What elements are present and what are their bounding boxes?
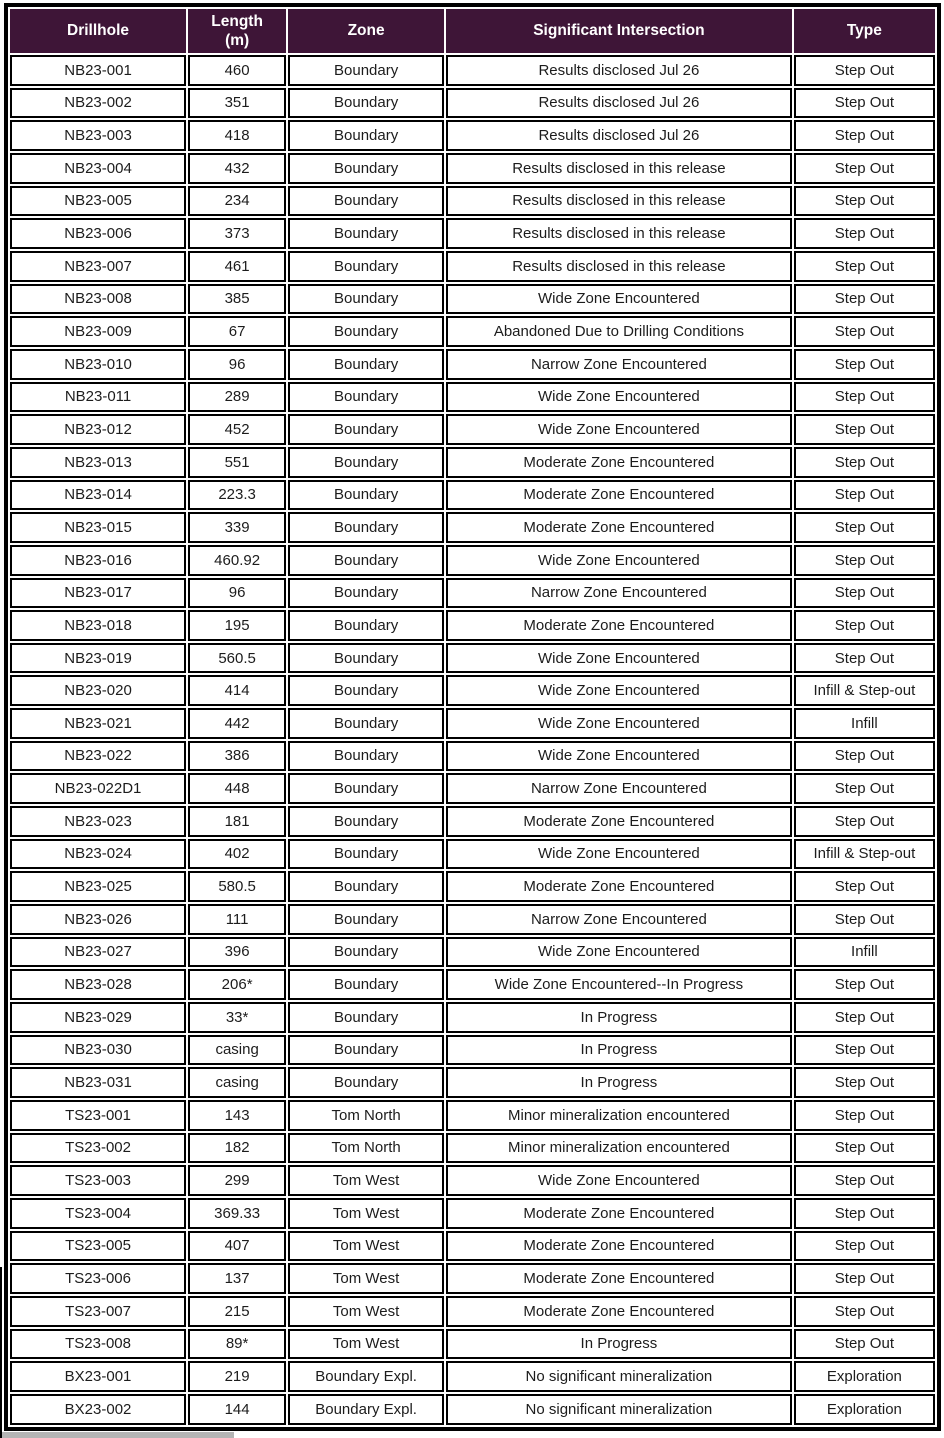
cell-length-m: 351 [188, 88, 286, 119]
cell-zone: Boundary [288, 839, 444, 870]
cell-zone: Boundary [288, 610, 444, 641]
cell-drillhole: NB23-024 [10, 839, 186, 870]
cell-significant-intersection: Moderate Zone Encountered [446, 871, 792, 902]
cell-significant-intersection: Wide Zone Encountered--In Progress [446, 969, 792, 1000]
cell-zone: Boundary [288, 447, 444, 478]
cell-type: Step Out [794, 349, 935, 380]
cell-significant-intersection: Wide Zone Encountered [446, 708, 792, 739]
cell-length-m: casing [188, 1067, 286, 1098]
cell-significant-intersection: No significant mineralization [446, 1361, 792, 1392]
cell-significant-intersection: Results disclosed in this release [446, 251, 792, 282]
cell-drillhole: NB23-027 [10, 937, 186, 968]
table-row [10, 578, 935, 609]
cell-significant-intersection: Results disclosed Jul 26 [446, 55, 792, 86]
table-row [10, 1394, 935, 1425]
cell-significant-intersection: Minor mineralization encountered [446, 1133, 792, 1164]
cell-type: Step Out [794, 284, 935, 315]
cell-significant-intersection: Wide Zone Encountered [446, 382, 792, 413]
cell-zone: Boundary [288, 545, 444, 576]
table-row [10, 871, 935, 902]
cell-length-m: 182 [188, 1133, 286, 1164]
cell-zone: Boundary [288, 675, 444, 706]
cell-length-m: 442 [188, 708, 286, 739]
cell-type: Step Out [794, 316, 935, 347]
cell-type: Step Out [794, 773, 935, 804]
cell-significant-intersection: Wide Zone Encountered [446, 741, 792, 772]
cell-length-m: 580.5 [188, 871, 286, 902]
cell-type: Step Out [794, 643, 935, 674]
cell-type: Infill & Step-out [794, 675, 935, 706]
cell-drillhole: NB23-020 [10, 675, 186, 706]
table-row [10, 545, 935, 576]
cell-length-m: 96 [188, 578, 286, 609]
cell-significant-intersection: Minor mineralization encountered [446, 1100, 792, 1131]
cell-significant-intersection: Results disclosed in this release [446, 186, 792, 217]
cell-zone: Boundary [288, 904, 444, 935]
cell-significant-intersection: Moderate Zone Encountered [446, 447, 792, 478]
cell-type: Step Out [794, 545, 935, 576]
cell-type: Step Out [794, 55, 935, 86]
table-body [10, 55, 935, 1425]
drill-results-table-frame [4, 3, 941, 1431]
cell-zone: Tom West [288, 1263, 444, 1294]
cell-length-m: 96 [188, 349, 286, 380]
cell-drillhole: NB23-016 [10, 545, 186, 576]
cell-significant-intersection: In Progress [446, 1067, 792, 1098]
cell-zone: Tom West [288, 1296, 444, 1327]
table-row [10, 806, 935, 837]
cell-drillhole: NB23-012 [10, 414, 186, 445]
cell-length-m: 206* [188, 969, 286, 1000]
cell-drillhole: BX23-002 [10, 1394, 186, 1425]
cell-length-m: 407 [188, 1231, 286, 1262]
table-row [10, 153, 935, 184]
cell-significant-intersection: Narrow Zone Encountered [446, 773, 792, 804]
cell-type: Step Out [794, 1067, 935, 1098]
cell-significant-intersection: In Progress [446, 1002, 792, 1033]
cell-type: Step Out [794, 904, 935, 935]
cell-zone: Tom West [288, 1231, 444, 1262]
cell-length-m: 551 [188, 447, 286, 478]
cell-zone: Boundary [288, 120, 444, 151]
cell-significant-intersection: Wide Zone Encountered [446, 839, 792, 870]
cell-drillhole: NB23-003 [10, 120, 186, 151]
table-row [10, 1165, 935, 1196]
table-row [10, 414, 935, 445]
cell-zone: Boundary [288, 414, 444, 445]
cell-zone: Boundary [288, 643, 444, 674]
cell-length-m: 215 [188, 1296, 286, 1327]
cell-type: Step Out [794, 1100, 935, 1131]
cell-drillhole: NB23-001 [10, 55, 186, 86]
cell-drillhole: NB23-019 [10, 643, 186, 674]
cell-significant-intersection: Results disclosed in this release [446, 153, 792, 184]
table-row [10, 382, 935, 413]
cell-significant-intersection: No significant mineralization [446, 1394, 792, 1425]
table-row [10, 773, 935, 804]
cell-length-m: 460 [188, 55, 286, 86]
drill-results-table [8, 7, 937, 1427]
cell-drillhole: NB23-011 [10, 382, 186, 413]
cell-drillhole: TS23-003 [10, 1165, 186, 1196]
cell-zone: Boundary [288, 55, 444, 86]
cell-significant-intersection: Moderate Zone Encountered [446, 1296, 792, 1327]
cell-zone: Boundary Expl. [288, 1361, 444, 1392]
table-row [10, 349, 935, 380]
cell-type: Step Out [794, 120, 935, 151]
cell-drillhole: NB23-017 [10, 578, 186, 609]
cell-length-m: 219 [188, 1361, 286, 1392]
cell-drillhole: NB23-013 [10, 447, 186, 478]
cell-length-m: 339 [188, 512, 286, 543]
cell-type: Step Out [794, 186, 935, 217]
cell-length-m: 67 [188, 316, 286, 347]
cell-type: Infill [794, 937, 935, 968]
table-row [10, 1329, 935, 1360]
table-row [10, 88, 935, 119]
cell-drillhole: NB23-031 [10, 1067, 186, 1098]
cell-drillhole: NB23-008 [10, 284, 186, 315]
bottom-left-grey-bar-artifact [2, 1432, 234, 1438]
cell-drillhole: NB23-023 [10, 806, 186, 837]
cell-length-m: 373 [188, 218, 286, 249]
cell-drillhole: NB23-025 [10, 871, 186, 902]
cell-drillhole: TS23-002 [10, 1133, 186, 1164]
cell-significant-intersection: Moderate Zone Encountered [446, 806, 792, 837]
column-header-zone: Zone [288, 9, 444, 53]
table-row [10, 839, 935, 870]
table-row [10, 1067, 935, 1098]
cell-length-m: 181 [188, 806, 286, 837]
cell-length-m: 386 [188, 741, 286, 772]
cell-zone: Boundary [288, 218, 444, 249]
cell-type: Step Out [794, 414, 935, 445]
cell-length-m: 144 [188, 1394, 286, 1425]
cell-length-m: 418 [188, 120, 286, 151]
cell-drillhole: TS23-007 [10, 1296, 186, 1327]
cell-drillhole: TS23-004 [10, 1198, 186, 1229]
cell-drillhole: NB23-007 [10, 251, 186, 282]
cell-type: Step Out [794, 218, 935, 249]
cell-type: Step Out [794, 153, 935, 184]
table-row [10, 120, 935, 151]
cell-zone: Tom West [288, 1165, 444, 1196]
cell-significant-intersection: Wide Zone Encountered [446, 643, 792, 674]
cell-significant-intersection: Wide Zone Encountered [446, 545, 792, 576]
table-row [10, 1035, 935, 1066]
cell-type: Step Out [794, 741, 935, 772]
cell-length-m: 33* [188, 1002, 286, 1033]
cell-drillhole: TS23-006 [10, 1263, 186, 1294]
table-row [10, 969, 935, 1000]
cell-length-m: 414 [188, 675, 286, 706]
cell-drillhole: NB23-028 [10, 969, 186, 1000]
table-row [10, 1231, 935, 1262]
table-row [10, 1263, 935, 1294]
cell-zone: Boundary [288, 806, 444, 837]
cell-zone: Boundary [288, 1002, 444, 1033]
table-row [10, 284, 935, 315]
cell-drillhole: NB23-026 [10, 904, 186, 935]
cell-significant-intersection: In Progress [446, 1329, 792, 1360]
table-row [10, 741, 935, 772]
cell-significant-intersection: Narrow Zone Encountered [446, 904, 792, 935]
cell-length-m: 396 [188, 937, 286, 968]
cell-length-m: 223.3 [188, 480, 286, 511]
cell-type: Step Out [794, 447, 935, 478]
table-row [10, 251, 935, 282]
cell-length-m: 143 [188, 1100, 286, 1131]
cell-zone: Boundary [288, 1067, 444, 1098]
cell-zone: Tom West [288, 1329, 444, 1360]
cell-type: Exploration [794, 1394, 935, 1425]
cell-significant-intersection: In Progress [446, 1035, 792, 1066]
cell-significant-intersection: Moderate Zone Encountered [446, 1198, 792, 1229]
cell-drillhole: NB23-002 [10, 88, 186, 119]
cell-type: Step Out [794, 1263, 935, 1294]
cell-drillhole: NB23-029 [10, 1002, 186, 1033]
table-row [10, 447, 935, 478]
cell-zone: Boundary [288, 969, 444, 1000]
table-row [10, 610, 935, 641]
cell-length-m: 234 [188, 186, 286, 217]
cell-significant-intersection: Results disclosed Jul 26 [446, 88, 792, 119]
cell-significant-intersection: Moderate Zone Encountered [446, 512, 792, 543]
table-row [10, 1100, 935, 1131]
cell-type: Step Out [794, 578, 935, 609]
table-row [10, 1296, 935, 1327]
cell-length-m: 448 [188, 773, 286, 804]
cell-zone: Tom West [288, 1198, 444, 1229]
column-header-type: Type [794, 9, 935, 53]
cell-drillhole: NB23-022D1 [10, 773, 186, 804]
cell-type: Step Out [794, 251, 935, 282]
table-row [10, 316, 935, 347]
cell-drillhole: BX23-001 [10, 1361, 186, 1392]
cell-significant-intersection: Moderate Zone Encountered [446, 480, 792, 511]
cell-length-m: 402 [188, 839, 286, 870]
cell-drillhole: NB23-014 [10, 480, 186, 511]
cell-significant-intersection: Narrow Zone Encountered [446, 578, 792, 609]
cell-type: Step Out [794, 1296, 935, 1327]
cell-zone: Boundary [288, 741, 444, 772]
cell-length-m: 289 [188, 382, 286, 413]
column-header-drillhole: Drillhole [10, 9, 186, 53]
cell-type: Step Out [794, 512, 935, 543]
cell-zone: Boundary [288, 578, 444, 609]
table-row [10, 186, 935, 217]
cell-significant-intersection: Moderate Zone Encountered [446, 1263, 792, 1294]
cell-drillhole: NB23-005 [10, 186, 186, 217]
cell-length-m: 369.33 [188, 1198, 286, 1229]
cell-type: Infill [794, 708, 935, 739]
cell-drillhole: NB23-004 [10, 153, 186, 184]
table-row [10, 1198, 935, 1229]
cell-length-m: 111 [188, 904, 286, 935]
cell-type: Step Out [794, 969, 935, 1000]
table-row [10, 675, 935, 706]
column-header-significant-intersection: Significant Intersection [446, 9, 792, 53]
cell-type: Step Out [794, 871, 935, 902]
cell-type: Infill & Step-out [794, 839, 935, 870]
cell-zone: Boundary [288, 480, 444, 511]
cell-drillhole: NB23-018 [10, 610, 186, 641]
left-edge-border-artifact [0, 1267, 2, 1438]
cell-significant-intersection: Wide Zone Encountered [446, 937, 792, 968]
cell-zone: Boundary [288, 773, 444, 804]
cell-type: Step Out [794, 88, 935, 119]
cell-drillhole: NB23-030 [10, 1035, 186, 1066]
cell-zone: Boundary Expl. [288, 1394, 444, 1425]
cell-significant-intersection: Wide Zone Encountered [446, 284, 792, 315]
cell-zone: Boundary [288, 871, 444, 902]
cell-zone: Tom North [288, 1133, 444, 1164]
table-row [10, 1133, 935, 1164]
cell-significant-intersection: Wide Zone Encountered [446, 1165, 792, 1196]
table-row [10, 708, 935, 739]
cell-significant-intersection: Moderate Zone Encountered [446, 610, 792, 641]
cell-significant-intersection: Moderate Zone Encountered [446, 1231, 792, 1262]
cell-type: Step Out [794, 1133, 935, 1164]
cell-zone: Boundary [288, 937, 444, 968]
cell-zone: Boundary [288, 349, 444, 380]
table-row [10, 1361, 935, 1392]
cell-type: Step Out [794, 1231, 935, 1262]
cell-zone: Boundary [288, 186, 444, 217]
table-row [10, 480, 935, 511]
cell-drillhole: NB23-006 [10, 218, 186, 249]
cell-type: Step Out [794, 480, 935, 511]
cell-significant-intersection: Results disclosed Jul 26 [446, 120, 792, 151]
cell-drillhole: TS23-008 [10, 1329, 186, 1360]
cell-zone: Boundary [288, 153, 444, 184]
cell-zone: Boundary [288, 512, 444, 543]
cell-drillhole: NB23-021 [10, 708, 186, 739]
cell-length-m: 432 [188, 153, 286, 184]
table-row [10, 643, 935, 674]
cell-length-m: 461 [188, 251, 286, 282]
cell-type: Step Out [794, 1198, 935, 1229]
cell-significant-intersection: Abandoned Due to Drilling Conditions [446, 316, 792, 347]
cell-drillhole: NB23-015 [10, 512, 186, 543]
cell-type: Step Out [794, 610, 935, 641]
cell-type: Exploration [794, 1361, 935, 1392]
cell-drillhole: TS23-001 [10, 1100, 186, 1131]
cell-drillhole: TS23-005 [10, 1231, 186, 1262]
cell-zone: Boundary [288, 284, 444, 315]
cell-zone: Boundary [288, 382, 444, 413]
cell-zone: Boundary [288, 88, 444, 119]
cell-drillhole: NB23-022 [10, 741, 186, 772]
cell-length-m: 460.92 [188, 545, 286, 576]
cell-significant-intersection: Wide Zone Encountered [446, 675, 792, 706]
cell-length-m: 137 [188, 1263, 286, 1294]
cell-zone: Boundary [288, 1035, 444, 1066]
table-row [10, 55, 935, 86]
cell-type: Step Out [794, 382, 935, 413]
cell-drillhole: NB23-010 [10, 349, 186, 380]
table-row [10, 904, 935, 935]
cell-type: Step Out [794, 1165, 935, 1196]
column-header-length-m: Length (m) [188, 9, 286, 53]
cell-length-m: 452 [188, 414, 286, 445]
cell-type: Step Out [794, 806, 935, 837]
cell-drillhole: NB23-009 [10, 316, 186, 347]
cell-zone: Boundary [288, 251, 444, 282]
table-row [10, 1002, 935, 1033]
cell-length-m: casing [188, 1035, 286, 1066]
table-header-row [10, 9, 935, 53]
cell-significant-intersection: Narrow Zone Encountered [446, 349, 792, 380]
cell-length-m: 385 [188, 284, 286, 315]
cell-type: Step Out [794, 1035, 935, 1066]
cell-zone: Boundary [288, 316, 444, 347]
table-row [10, 218, 935, 249]
cell-length-m: 89* [188, 1329, 286, 1360]
table-row [10, 937, 935, 968]
cell-length-m: 195 [188, 610, 286, 641]
cell-length-m: 560.5 [188, 643, 286, 674]
cell-length-m: 299 [188, 1165, 286, 1196]
cell-significant-intersection: Wide Zone Encountered [446, 414, 792, 445]
cell-type: Step Out [794, 1002, 935, 1033]
cell-zone: Tom North [288, 1100, 444, 1131]
cell-zone: Boundary [288, 708, 444, 739]
cell-type: Step Out [794, 1329, 935, 1360]
cell-significant-intersection: Results disclosed in this release [446, 218, 792, 249]
table-row [10, 512, 935, 543]
